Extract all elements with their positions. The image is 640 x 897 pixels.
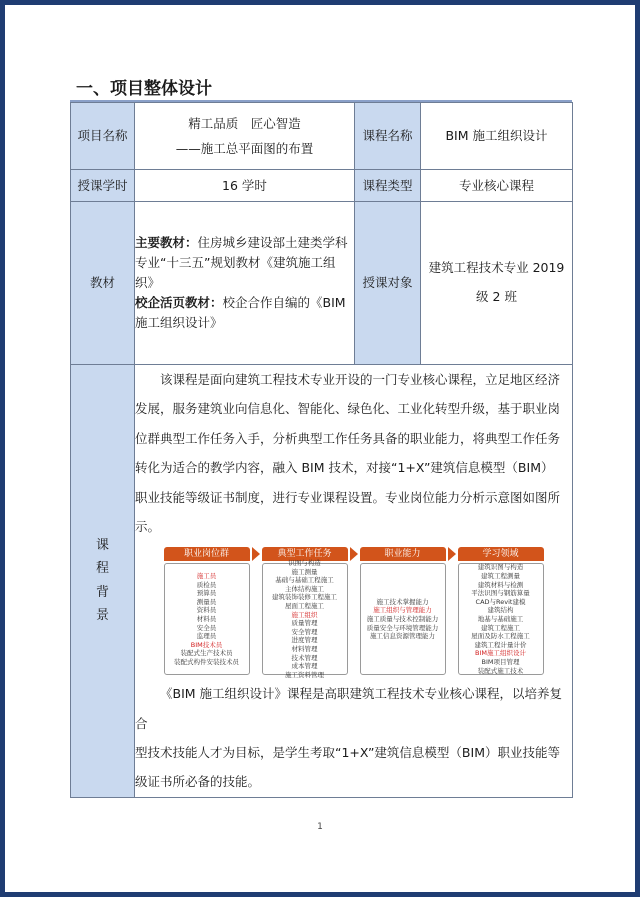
diagram-column-title: 典型工作任务 xyxy=(262,547,348,561)
course-type-label: 课程类型 xyxy=(355,170,421,202)
diagram-item: 建筑工程施工 xyxy=(481,623,520,632)
textbook-school-text-l2: 施工组织设计》 xyxy=(135,315,223,330)
project-name-line1: 精工品质 匠心智造 xyxy=(188,116,301,131)
page-number: 1 xyxy=(317,822,323,832)
diagram-column xyxy=(262,547,348,679)
diagram-column-box xyxy=(458,563,544,675)
diagram-item: 屋面及防水工程施工 xyxy=(471,632,530,641)
diagram-item: 施工员 xyxy=(196,571,217,580)
background-paragraph-1 xyxy=(135,365,572,541)
diagram-item: 建筑材料与检测 xyxy=(477,580,524,589)
diagram-item: 材料管理 xyxy=(291,645,318,654)
diagram-item: 主体结构施工 xyxy=(285,584,324,593)
table-row-textbook xyxy=(71,202,573,365)
diagram-arrow-icon xyxy=(448,547,456,561)
diagram-column-box xyxy=(262,559,348,679)
background-label-char: 景 xyxy=(95,608,109,624)
diagram-item: 建筑装饰装修工程施工 xyxy=(272,593,337,602)
para1-line: 该课程是面向建筑工程技术专业开设的一门专业核心课程，立足地区经济 xyxy=(160,372,561,387)
audience-value-l1: 建筑工程技术专业 2019 xyxy=(428,260,565,276)
para2-line: 《BIM 施工组织设计》课程是高职建筑工程技术专业核心课程，以培养复合 xyxy=(135,686,563,731)
diagram-arrow-icon xyxy=(350,547,358,561)
job-ability-diagram xyxy=(135,547,572,679)
diagram-item: 进度管理 xyxy=(291,636,318,645)
para1-line: 发展，服务建筑业向信息化、智能化、绿色化、工业化转型升级，基于职业岗 xyxy=(135,401,561,417)
background-label-char: 背 xyxy=(95,584,109,600)
course-type-value: 专业核心课程 xyxy=(421,170,573,202)
diagram-column-title: 学习领域 xyxy=(458,547,544,561)
project-name-value xyxy=(135,103,355,170)
diagram-column-box xyxy=(164,563,250,675)
diagram-item: 施工测量 xyxy=(291,567,318,576)
background-content xyxy=(135,365,573,798)
textbook-school-title: 校企活页教材： xyxy=(135,295,223,310)
table-row-background xyxy=(71,365,573,798)
diagram-column-title: 职业岗位群 xyxy=(164,547,250,561)
diagram-item: 施工组织与管理能力 xyxy=(373,606,432,615)
diagram-item: BIM施工组织设计 xyxy=(475,649,526,658)
diagram-item: 施工质量与技术控制能力 xyxy=(366,614,439,623)
course-name-label: 课程名称 xyxy=(355,103,421,170)
project-design-table xyxy=(70,102,573,798)
textbook-main-text-l2: 专业“十三五”规划教材《建筑施工组 xyxy=(135,255,336,270)
hours-value: 16 学时 xyxy=(135,170,355,202)
section-heading: 一、项目整体设计 xyxy=(76,79,212,99)
para1-line: 职业技能等级证书制度，进行专业课程设置。专业岗位能力分析示意图如图所 xyxy=(135,489,561,505)
textbook-label: 教材 xyxy=(71,202,135,365)
diagram-item: 基础与基础工程施工 xyxy=(275,576,334,585)
audience-value-l2: 级 2 班 xyxy=(476,289,517,304)
audience-label: 授课对象 xyxy=(355,202,421,365)
para2-line: 型技术技能人才为目标，是学生考取“1+X”建筑信息模型（BIM）职业技能等 xyxy=(135,745,560,760)
diagram-item: 预算员 xyxy=(196,589,217,598)
diagram-item: 平法识图与钢筋算量 xyxy=(471,589,530,598)
diagram-item: 成本管理 xyxy=(291,662,318,671)
diagram-item: 施工技术掌握能力 xyxy=(376,597,429,606)
diagram-item: CAD与Revit建模 xyxy=(475,597,526,606)
diagram-arrow-icon xyxy=(252,547,260,561)
diagram-column-box xyxy=(360,563,446,675)
diagram-item: 施工信息资源管理能力 xyxy=(370,632,435,641)
diagram-item: 屋面工程施工 xyxy=(285,602,324,611)
diagram-item: 技术管理 xyxy=(291,653,318,662)
diagram-item: 地基与基础施工 xyxy=(477,614,524,623)
diagram-column-title: 职业能力 xyxy=(360,547,446,561)
para2-line: 级证书所必备的技能。 xyxy=(135,774,261,790)
diagram-item: 资料员 xyxy=(196,606,217,615)
diagram-column xyxy=(458,547,544,675)
diagram-item: 质量管理 xyxy=(291,619,318,628)
diagram-item: 建筑工程计量计价 xyxy=(474,640,527,649)
project-name-line2: ——施工总平面图的布置 xyxy=(175,141,314,156)
background-label-char: 程 xyxy=(95,561,109,577)
para1-line: 位群典型工作任务入手，分析典型工作任务具备的职业能力，将典型工作任务 xyxy=(135,430,561,446)
textbook-main-text-l3: 织》 xyxy=(135,275,161,290)
diagram-item: 施工资料管理 xyxy=(285,670,324,679)
diagram-item: 质量安全与环境管理能力 xyxy=(366,623,439,632)
textbook-main-title: 主要教材： xyxy=(135,235,198,250)
para1-line: 示。 xyxy=(135,518,161,534)
diagram-item: 建筑工程测量 xyxy=(481,571,520,580)
diagram-item: 安全管理 xyxy=(291,627,318,636)
diagram-item: 装配式生产技术员 xyxy=(180,649,233,658)
diagram-item: 识图与构造 xyxy=(288,559,321,568)
table-row-project-name xyxy=(71,103,573,170)
para1-line: 转化为适合的教学内容，融入 BIM 技术，对接“1+X”建筑信息模型（BIM） xyxy=(135,460,554,476)
diagram-item: 装配式构件安装技术员 xyxy=(174,657,239,666)
background-label xyxy=(71,365,135,798)
textbook-value xyxy=(135,202,355,365)
background-paragraph-2 xyxy=(135,679,572,797)
diagram-item: 安全员 xyxy=(196,623,217,632)
diagram-item: 建筑结构 xyxy=(487,606,514,615)
diagram-item: BIM项目管理 xyxy=(481,657,520,666)
diagram-item: 监理员 xyxy=(196,632,217,641)
diagram-item: 建筑识图与构造 xyxy=(477,563,524,572)
audience-value xyxy=(421,202,573,365)
textbook-school-text-l1: 校企合作自编的《BIM xyxy=(222,295,346,310)
diagram-column xyxy=(164,547,250,675)
hours-label: 授课学时 xyxy=(71,170,135,202)
diagram-column xyxy=(360,547,446,675)
diagram-item: BIM技术员 xyxy=(190,640,223,649)
diagram-item: 质检员 xyxy=(196,580,217,589)
table-row-hours xyxy=(71,170,573,202)
textbook-main-text-l1: 住房城乡建设部土建类学科 xyxy=(197,235,348,250)
diagram-item: 测量员 xyxy=(196,597,217,606)
diagram-item: 装配式施工技术 xyxy=(477,666,524,675)
background-label-char: 课 xyxy=(95,538,109,554)
diagram-item: 施工组织 xyxy=(291,610,318,619)
project-name-label: 项目名称 xyxy=(71,103,135,170)
course-name-value: BIM 施工组织设计 xyxy=(421,103,573,170)
diagram-item: 材料员 xyxy=(196,614,217,623)
